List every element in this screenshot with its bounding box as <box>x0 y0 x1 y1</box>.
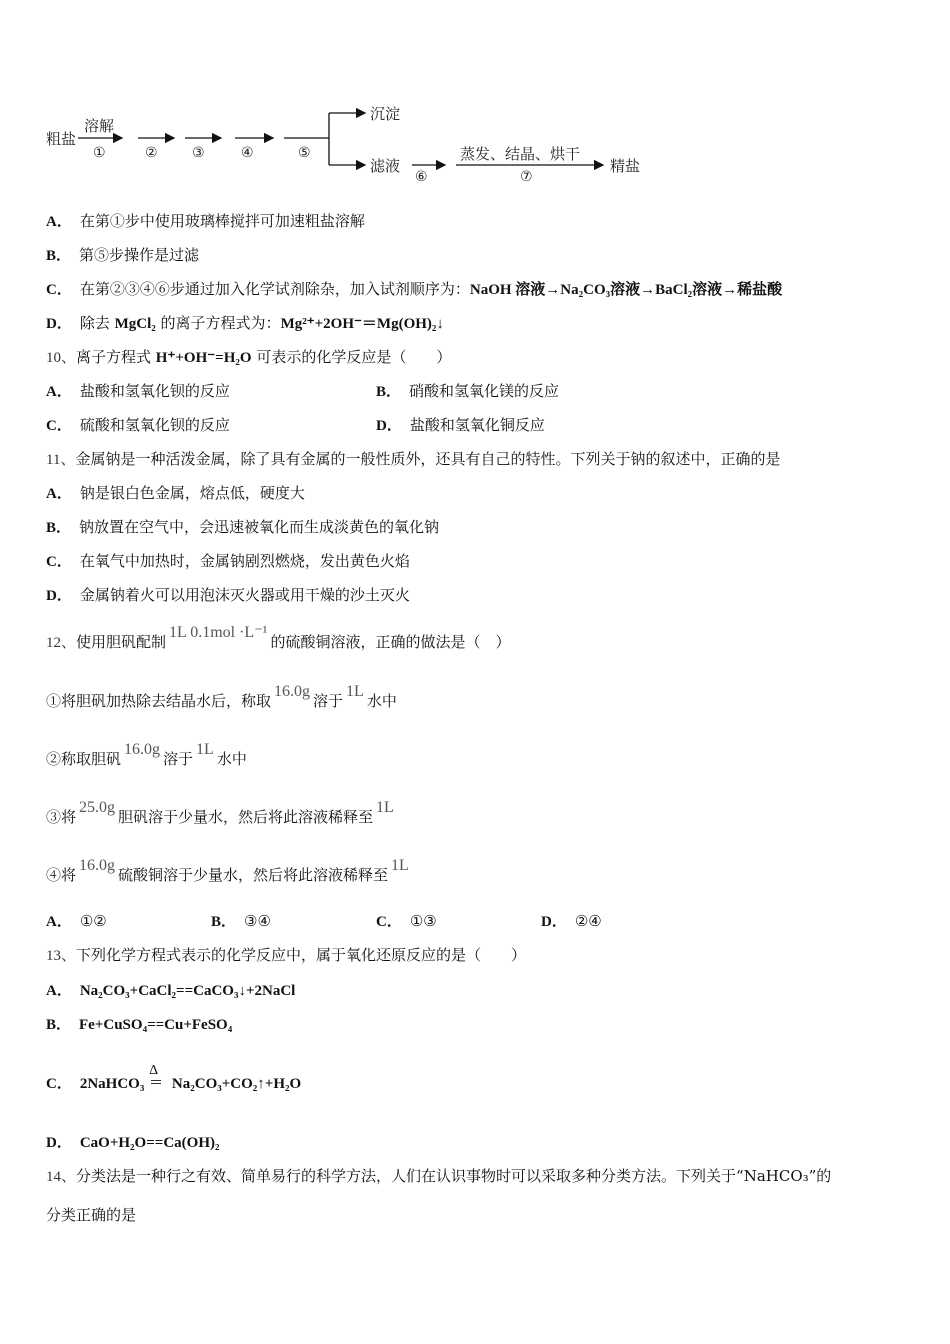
option-text: 硫酸和氢氧化钡的反应 <box>79 416 230 434</box>
products: Na₂CO₃+CO₂↑+H₂O <box>171 1076 302 1092</box>
option-text: ①③ <box>409 912 437 930</box>
stem-text: 下列化学方程式表示的化学反应中，属于氧化还原反应的是（ ） <box>76 946 527 964</box>
option-text: 第⑤步操作是过滤 <box>79 246 200 264</box>
q13-option-c <box>46 1063 302 1094</box>
evaporate-label: 蒸发、结晶、烘干 <box>460 145 581 163</box>
q12-option-d <box>541 911 706 932</box>
volume-math: 1L <box>376 799 394 816</box>
mass-math: 16.0g <box>124 741 161 758</box>
q12-item-3 <box>46 799 397 828</box>
refined-salt-label: 精盐 <box>610 157 641 175</box>
option-text: 金属钠着火可以用泡沫灭火器或用干燥的沙土灭火 <box>79 586 410 604</box>
q11-option-b <box>46 517 439 538</box>
item-text: 溶于 <box>313 692 344 710</box>
step-3-mark: ③ <box>192 145 205 161</box>
q10-option-a <box>46 382 230 400</box>
mass-math: 25.0g <box>79 799 116 816</box>
option-text: 在第②③④⑥步通过加入化学试剂除杂，加入试剂顺序为： <box>79 280 470 298</box>
option-text: 的离子方程式为： <box>155 314 281 332</box>
option-label: A． <box>46 983 72 999</box>
step-4-mark: ④ <box>241 145 254 161</box>
stem-text: 的硫酸铜溶液，正确的做法是（ ） <box>270 633 511 651</box>
option-label: C． <box>46 418 72 434</box>
q9-option-c <box>46 279 782 300</box>
q14-stem-line-1 <box>46 1166 831 1187</box>
ionic-equation: H⁺+OH⁻=H₂O <box>155 350 252 366</box>
item-mark: ③ <box>46 808 62 826</box>
item-text: 溶于 <box>163 750 194 768</box>
stem-text: 金属钠是一种活泼金属，除了具有金属的一般性质外，还具有自己的特性。下列关于钠的叙述中，正确的是 <box>75 450 781 468</box>
q12-options <box>46 911 706 932</box>
option-label: A． <box>46 214 72 230</box>
stem-text: 离子方程式 <box>76 348 156 366</box>
option-label: B． <box>46 1017 72 1033</box>
question-number: 13、 <box>46 948 77 964</box>
option-label: D． <box>46 316 72 332</box>
item-text: 水中 <box>216 750 247 768</box>
question-number: 12、 <box>46 635 77 651</box>
option-label: B． <box>376 384 402 400</box>
option-label: C． <box>46 554 72 570</box>
step-2-mark: ② <box>145 145 158 161</box>
volume-math: 1L <box>196 741 214 758</box>
ionic-equation: Mg²⁺+2OH⁻＝Mg(OH)₂↓ <box>280 316 444 332</box>
item-text: 水中 <box>366 692 397 710</box>
option-text: 在第①步中使用玻璃棒搅拌可加速粗盐溶解 <box>79 212 365 230</box>
q10-option-c <box>46 416 230 434</box>
delta-heat-icon: Δ <box>149 1063 159 1078</box>
option-text: 钠放置在空气中，会迅速被氧化而生成淡黄色的氧化钠 <box>79 518 440 536</box>
item-mark: ① <box>46 692 62 710</box>
option-label: C． <box>376 914 402 930</box>
q12-option-c <box>376 911 541 932</box>
item-text: 将胆矾加热除去结晶水后，称取 <box>61 692 272 710</box>
mass-math: 16.0g <box>79 857 116 874</box>
chemical-equation: Na₂CO₃+CaCl₂==CaCO₃↓+2NaCl <box>79 983 296 999</box>
option-text: 盐酸和氢氧化铜反应 <box>409 416 545 434</box>
question-number: 11、 <box>46 452 76 468</box>
option-text: 钠是银白色金属，熔点低，硬度大 <box>79 484 305 502</box>
chemical-equation: Fe+CuSO₄==Cu+FeSO₄ <box>79 1017 233 1033</box>
stem-text: 分类正确的是 <box>46 1206 137 1224</box>
q11-stem <box>46 449 780 470</box>
q11-option-a <box>46 483 305 504</box>
q13-option-d <box>46 1132 219 1153</box>
item-mark: ④ <box>46 866 62 884</box>
q12-option-a <box>46 911 211 932</box>
dissolve-label: 溶解 <box>84 117 115 135</box>
q12-item-4 <box>46 857 412 886</box>
reagent-order: NaOH 溶液→Na₂CO₃溶液→BaCl₂溶液→稀盐酸 <box>469 282 783 298</box>
option-label: A． <box>46 914 72 930</box>
option-label: B． <box>46 520 72 536</box>
equals-sign <box>151 1080 161 1084</box>
item-text: 胆矾溶于少量水，然后将此溶液稀释至 <box>118 808 374 826</box>
item-text: 将 <box>61 808 77 826</box>
q11-option-d <box>46 585 410 606</box>
q12-item-2 <box>46 741 247 770</box>
item-text: 将 <box>61 866 77 884</box>
step-6-mark: ⑥ <box>415 169 428 185</box>
option-label: A． <box>46 384 72 400</box>
option-label: D． <box>376 418 402 434</box>
q12-item-1 <box>46 683 397 712</box>
precipitate-label: 沉淀 <box>370 105 401 123</box>
q12-option-b <box>211 911 376 932</box>
mass-math: 16.0g <box>274 683 311 700</box>
q9-option-d <box>46 313 444 334</box>
question-number: 10、 <box>46 350 77 366</box>
option-text: ③④ <box>244 912 271 930</box>
q10-options-row-2 <box>46 415 906 436</box>
q13-option-b <box>46 1014 232 1035</box>
option-label: C． <box>46 1076 72 1092</box>
option-label: D． <box>46 1135 72 1151</box>
step-5-mark: ⑤ <box>298 145 311 161</box>
q9-option-a <box>46 211 365 232</box>
q10-option-b <box>376 381 559 402</box>
stem-text: 可表示的化学反应是（ ） <box>251 348 452 366</box>
step-7-mark: ⑦ <box>520 169 533 185</box>
salt-purification-flowchart <box>40 95 660 195</box>
option-label: A． <box>46 486 72 502</box>
q9-option-b <box>46 245 199 266</box>
option-label: B． <box>211 914 237 930</box>
concentration-math: 1L 0.1mol ·L⁻¹ <box>169 624 268 641</box>
reactant: 2NaHCO₃ <box>79 1076 145 1092</box>
option-text: 盐酸和氢氧化钡的反应 <box>79 382 230 400</box>
q12-stem <box>46 624 511 653</box>
option-text: ①② <box>79 912 107 930</box>
chemical-equation: CaO+H₂O==Ca(OH)₂ <box>79 1135 220 1151</box>
q13-stem <box>46 945 526 966</box>
step-1-mark: ① <box>93 145 106 161</box>
filtrate-label: 滤液 <box>370 157 401 175</box>
q11-option-c <box>46 551 410 572</box>
q10-option-d <box>376 415 545 436</box>
stem-text: 使用胆矾配制 <box>76 633 167 651</box>
volume-math: 1L <box>391 857 409 874</box>
q14-stem-line-2 <box>46 1205 136 1225</box>
option-text: 在氧气中加热时，金属钠剧烈燃烧，发出黄色火焰 <box>79 552 410 570</box>
q13-option-a <box>46 980 295 1001</box>
question-number: 14、 <box>46 1169 77 1185</box>
option-text: ②④ <box>574 912 602 930</box>
option-text: 除去 <box>79 314 115 332</box>
item-text: 硫酸铜溶于少量水，然后将此溶液稀释至 <box>118 866 389 884</box>
q10-options-row-1 <box>46 381 906 402</box>
option-text: 硝酸和氢氧化镁的反应 <box>409 382 560 400</box>
item-mark: ② <box>46 750 62 768</box>
option-label: C． <box>46 282 72 298</box>
option-label: D． <box>541 914 567 930</box>
q10-stem <box>46 347 451 368</box>
item-text: 称取胆矾 <box>61 750 122 768</box>
option-label: B． <box>46 248 72 264</box>
stem-text: 分类法是一种行之有效、简单易行的科学方法，人们在认识事物时可以采取多种分类方法。下列关于“NaHCO₃”的 <box>76 1167 832 1185</box>
option-label: D． <box>46 588 72 604</box>
chem-formula: MgCl₂ <box>114 316 156 332</box>
crude-salt-label: 粗盐 <box>46 130 77 148</box>
volume-math: 1L <box>346 683 364 700</box>
